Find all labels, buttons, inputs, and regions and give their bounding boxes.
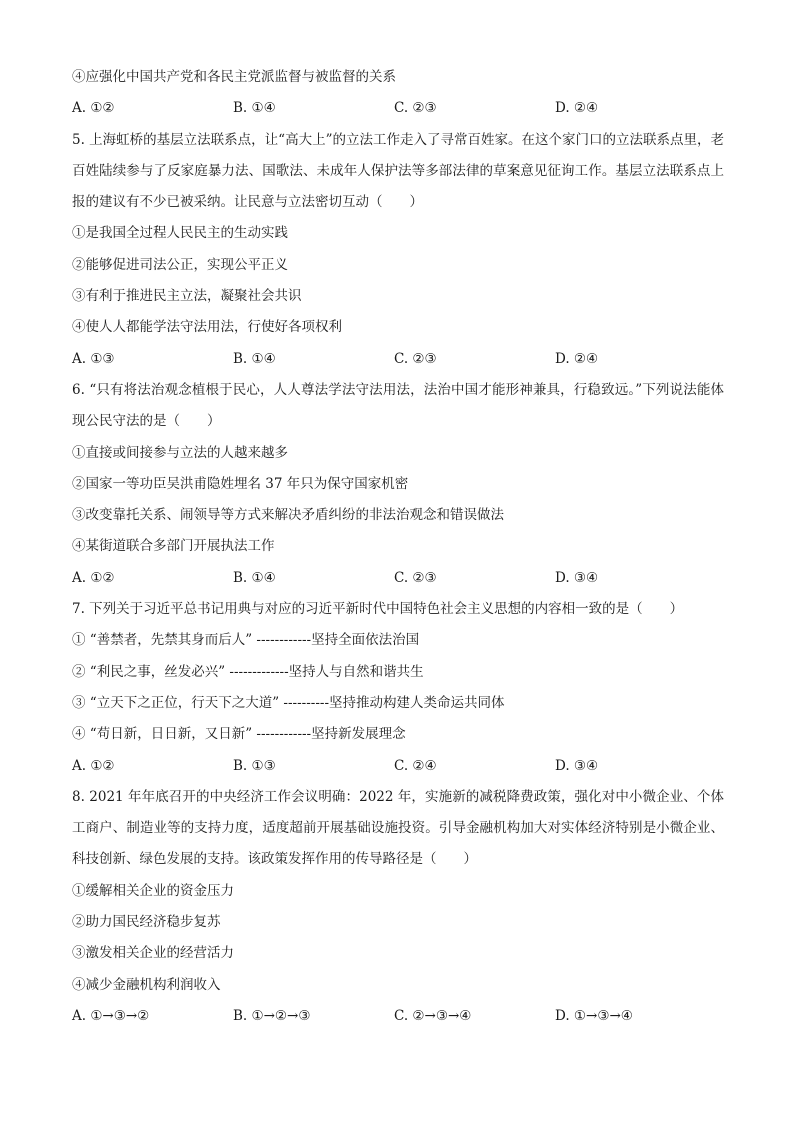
- q5-item-3: ③有利于推进民主立法，凝聚社会共识: [72, 288, 302, 305]
- q8-stem: 8. 2021 年年底召开的中央经济工作会议明确：2022 年，实施新的减税降费政策，强化对中小微企业、个体工商户、制造业等的支持力度，适度超前开展基础设施投资。引导金融机构加大对实体经济特别是小微企业、科技创新、绿色发展的支持。该政策发挥作用的传导路径是（ ）: [72, 788, 724, 868]
- q4-options: [72, 93, 724, 124]
- q4-item-4: ④应强化中国共产党和各民主党派监督与被监督的关系: [72, 69, 396, 85]
- q5-item-2: ②能够促进司法公正，实现公平正义: [72, 256, 288, 273]
- q4-option-a: A. ①②: [72, 100, 115, 117]
- q5-options: [72, 344, 724, 375]
- q5-item-4: ④使人人都能学法守法用法，行使好各项权利: [72, 319, 342, 336]
- q6-option-c: C. ②③: [394, 569, 437, 586]
- q8-item-4: ④减少金融机构利润收入: [72, 976, 221, 993]
- q5-option-b: B. ①④: [233, 350, 276, 367]
- q5-option-c: C. ②③: [394, 350, 437, 367]
- q7-stem: 7. 下列关于习近平总书记用典与对应的习近平新时代中国特色社会主义思想的内容相一致的是（ ）: [72, 601, 684, 618]
- q6-item-1: ①直接或间接参与立法的人越来越多: [72, 444, 288, 461]
- q7-option-b: B. ①③: [233, 757, 276, 774]
- q7-option-d: D. ③④: [555, 757, 599, 774]
- question-6: [72, 375, 724, 594]
- q6-item-2: ②国家一等功臣吴洪甫隐姓埋名 37 年只为保守国家机密: [72, 475, 409, 492]
- question-5: [72, 125, 724, 375]
- q7-item-1: ① “善禁者，先禁其身而后人” ------------坚持全面依法治国: [72, 632, 420, 649]
- q7-option-c: C. ②④: [394, 757, 437, 774]
- q5-option-a: A. ①③: [72, 350, 115, 367]
- q6-option-a: A. ①②: [72, 569, 115, 586]
- q8-item-2: ②助力国民经济稳步复苏: [72, 914, 221, 931]
- q5-stem: 5. 上海虹桥的基层立法联系点，让“高大上”的立法工作走入了寻常百姓家。在这个家门口的立法联系点里，老百姓陆续参与了反家庭暴力法、国歌法、未成年人保护法等多部法律的草案意见征询工作。基层立法联系点上报的建议有不少已被采纳。让民意与立法密切互动（ ）: [72, 131, 724, 211]
- q6-item-3: ③改变靠托关系、闹领导等方式来解决矛盾纠纷的非法治观念和错误做法: [72, 507, 504, 524]
- q8-item-3: ③激发相关企业的经营活力: [72, 945, 234, 962]
- q6-option-d: D. ③④: [555, 569, 599, 586]
- q6-options: [72, 563, 724, 594]
- question-8: [72, 782, 724, 1032]
- q6-item-4: ④某街道联合多部门开展执法工作: [72, 538, 275, 555]
- q8-item-1: ①缓解相关企业的资金压力: [72, 882, 234, 899]
- q7-item-3: ③ “立天下之正位，行天下之大道” ----------坚持推动构建人类命运共同体: [72, 694, 505, 711]
- q6-option-b: B. ①④: [233, 569, 276, 586]
- q6-stem: 6. “只有将法治观念植根于民心，人人尊法学法守法用法，法治中国才能形神兼具，行稳致远。”下列说法能体现公民守法的是（ ）: [72, 381, 724, 430]
- q8-option-d: D. ①→③→④: [555, 1007, 633, 1024]
- q4-option-c: C. ②③: [394, 100, 437, 117]
- q8-option-a: A. ①→③→②: [72, 1007, 150, 1024]
- q8-option-c: C. ②→③→④: [394, 1007, 472, 1024]
- q7-item-2: ② “利民之事，丝发必兴” -------------坚持人与自然和谐共生: [72, 663, 424, 680]
- q8-option-b: B. ①→②→③: [233, 1007, 311, 1024]
- q7-item-4: ④ “苟日新，日日新，又日新” ------------坚持新发展理念: [72, 726, 406, 743]
- q5-option-d: D. ②④: [555, 350, 599, 367]
- q4-option-b: B. ①④: [233, 100, 276, 117]
- q7-options: [72, 751, 724, 782]
- q4-option-d: D. ②④: [555, 100, 599, 117]
- q7-option-a: A. ①②: [72, 757, 115, 774]
- q5-item-1: ①是我国全过程人民民主的生动实践: [72, 225, 288, 242]
- q8-options: [72, 1001, 724, 1032]
- question-7: [72, 594, 724, 782]
- exam-page: [72, 62, 724, 1032]
- question-4: [72, 62, 724, 125]
